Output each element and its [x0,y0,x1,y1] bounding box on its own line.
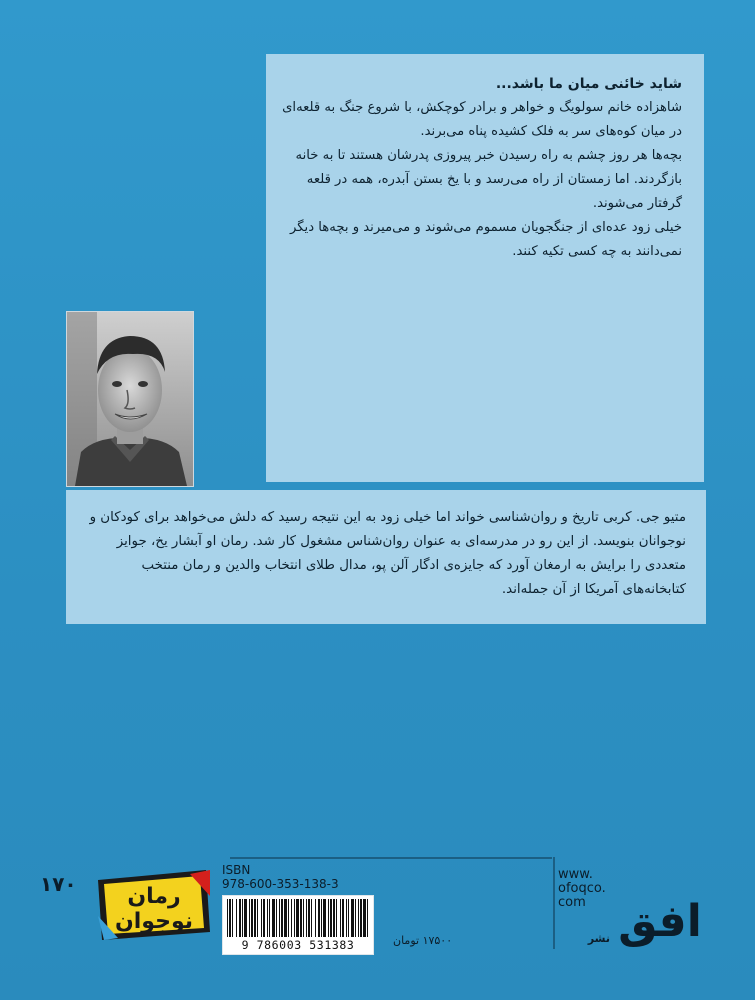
series-logo [94,866,214,944]
publisher-logo [587,884,702,952]
series-logo-line1: رمان [127,884,181,909]
synopsis-paragraph-3: خیلی زود عده‌ای از جنگجویان مسموم می‌شوند و می‌میرند و بچه‌ها دیگر نمی‌دانند به چه کسی تکیه کنند. [289,220,682,259]
series-number: ۱۷۰ [40,872,77,896]
isbn-number: 978-600-353-138-3 [222,877,339,891]
publisher-website-line-1: www. [558,867,593,882]
synopsis-paragraph-1: شاهزاده خانم سولویگ و خواهر و برادر کوچکش، با شروع جنگ به قلعه‌ای در میان کوه‌های سر به فلک کشیده پناه می‌برند. [282,100,682,139]
series-logo-line2: نوجوان [114,909,194,934]
publisher-logo-text: افق [618,896,702,947]
synopsis-lead: شاید خائنی میان ما باشد... [495,76,682,92]
synopsis-paragraph-2: بچه‌ها هر روز چشم به راه رسیدن خبر پیروزی پدرشان هستند تا به خانه بازگردند. اما زمستان از راه می‌رسد و با یخ بستن آبدره، همه در قلعه گرفتار می‌شوند. [295,148,682,211]
publisher-website-line-2: ofoqco. [558,881,606,896]
author-bio-text: متیو جی. کربی تاریخ و روان‌شناسی خواند اما خیلی زود به این نتیجه رسید که دلش می‌خواهد برای کودکان و نوجوانان بنویسد. از این رو در مدرسه‌ای به عنوان روان‌شناس مشغول کار شد. رمان او آبشار یخ، جوایز متعددی را برایش به ارمغان آورد که جایزه‌ی ادگار آلن پو، مدال طلای انتخاب والدین و رمان منتخب کتابخانه‌های آمریکا از آن جمله‌اند. [89,510,686,597]
price: ۱۷۵۰۰ تومان [393,934,453,947]
publisher-divider [553,857,555,949]
synopsis-panel [266,54,704,482]
author-photo [66,311,194,487]
author-bio-panel [66,490,706,624]
divider [230,857,552,859]
publisher-logo-sub: نشر [587,932,610,945]
barcode [222,895,374,955]
publisher-website [558,868,606,910]
barcode-bars [227,899,369,937]
isbn-label: ISBN [222,863,251,877]
publisher-website-line-3: com [558,895,586,910]
barcode-digits: 9 786003 531383 [241,938,355,952]
isbn-block [222,864,382,954]
